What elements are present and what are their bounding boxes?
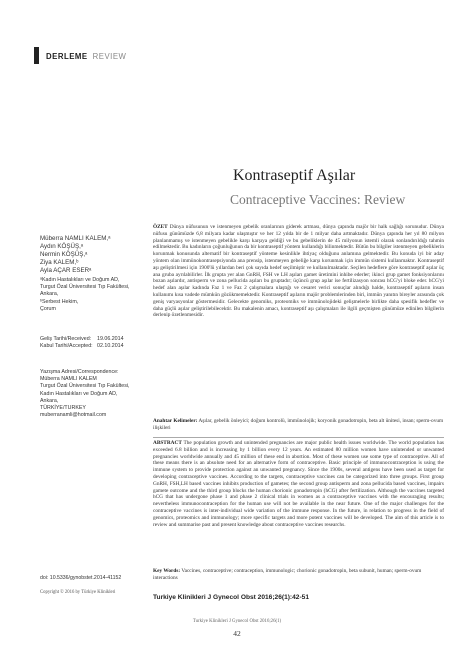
affiliation-line: ᵃKadın Hastalıkları ve Doğum AD,: [40, 277, 120, 283]
affiliations: [40, 277, 130, 313]
copyright: Copyright © 2016 by Türkiye Klinikleri: [40, 590, 116, 595]
accepted-date: Kabul Tarihi/Accepted: 02.10.2014: [40, 343, 124, 350]
affiliation-line: ᵇSerbest Hekim,: [40, 298, 79, 305]
affiliation-line: Çorum: [40, 305, 56, 312]
author: Ayla AÇAR ESERᵃ: [40, 267, 92, 275]
section-marker-bar: [34, 47, 39, 64]
title-english: Contraceptive Vaccines: Review: [230, 192, 406, 207]
affiliation-line: Turgut Özal Üniversitesi Tıp Fakültesi,: [40, 284, 130, 291]
correspondence-line: Müberra NAMLI KALEM: [40, 376, 97, 383]
correspondence-line: TÜRKİYE/TURKEY: [40, 405, 86, 412]
keywords-tr-text: Aşılar, gebelik önleyici; doğum kontrolü, immünolojik; koryonik gonadotropin, beta alt ünitesi, insan; sperm-ovum ilişkileri: [153, 418, 444, 431]
author: Aydın KÖŞÜŞ,ᵃ: [40, 243, 84, 251]
correspondence-email[interactable]: muberranamli@hotmail.com: [40, 412, 107, 419]
keywords-en-text: Vaccines, contraceptive; contraception, immunologic; chorionic gonadotropin, beta subunit, human; sperm-ovum interactions: [153, 568, 422, 581]
doi[interactable]: doi: 10.5336/gynobstet.2014-41152: [40, 575, 122, 581]
author: Ziya KALEM,ᵇ: [40, 259, 79, 267]
author: Müberra NAMLI KALEM,ᵃ: [40, 235, 111, 242]
citation: Turkiye Klinikleri J Gynecol Obst 2016;26(1):42-51: [153, 594, 309, 601]
ozet-label: ÖZET: [153, 224, 168, 230]
correspondence-line: Turgut Özal Üniversitesi Tıp Fakültesi,: [40, 383, 130, 390]
keywords-en-label: Key Words:: [153, 568, 181, 574]
correspondence-line: Kadın Hastalıkları ve Doğum AD,: [40, 390, 118, 397]
abstract-block: [153, 440, 444, 528]
correspondence: [40, 369, 130, 419]
keywords-en: [153, 568, 444, 582]
submission-dates: [40, 336, 124, 350]
divider: [153, 437, 444, 438]
abstract-text: The population growth and unintended pregnancies are major public health issues worldwide. The world population has exceeded 6.8 billion and is increasing by 1 billion every 12 years. An estimated 80 million women have unintended or unwanted pregnancies worldwide annually and 45 million of these end in abortion. Most of these women use some type of contraceptive. All of these means there is an absolute need for an alternative form of contraceptive. Basic principle of immunocontraception is using the immune system to provide protection against an unwanted pregnancy. Since the 1900s, several antigens have been used as target for developing contraceptive vaccines. According to the targets, contraceptive vaccines can be categorized into three groups. First group GnRH, FSH,LH based vaccines inhibits production of gametes; the second group antisperm and zona pellucida based vaccines, impairs gamete outcome and the third group blocks the human chorionic gonadotropin (hCG) after fertilization. Although the vaccines targeted hCG that has undergone phase 1 and phase 2 clinical trials in women as a contraceptive vaccines with the encouraging results; nevertheless immunocontraception for the human use will not be available in the near future. One of the major challenges for the contraceptive vaccines is inter-individual wide variation of the immune response. In the future, in relation to progress in the field of genomics, proteomics and immunology; more specific targets and more potent vaccines will be developed. The aim of this article is to review and summarise past and present knowledge about contraceptive vaccines researchs.: [153, 440, 444, 528]
abstract-label: ABSTRACT: [153, 440, 182, 446]
keywords-tr: [153, 418, 444, 432]
author-list: [40, 235, 110, 275]
page-number: 42: [233, 629, 241, 638]
title-turkish: Kontraseptif Aşılar: [233, 167, 356, 184]
keywords-tr-label: Anahtar Kelimeler:: [153, 418, 198, 424]
section-label: DERLEME: [46, 52, 88, 61]
section-sublabel: REVIEW: [92, 52, 127, 61]
correspondence-line: Ankara,: [40, 397, 59, 404]
affiliation-line: Ankara,: [40, 291, 59, 298]
correspondence-line: Yazışma Adresi/Correspondence:: [40, 369, 119, 375]
ozet-text: Dünya nüfusunun ve istenmeyen gebelik oranlarının giderek artması, dünya çapında majör bir halk sağlığı sorunudur. Dünya nüfusu günümüzde 6,8 milyara kadar ulaşmıştır ve her 12 yılda bir de 1 milyar daha artmaktadır. Dünya çapında her yıl 80 milyon planlanmamış ve istenmeyen gebelikle karşı karşıya geldiği ve bu gebeliklerin de 45 milyonun istemli olarak sonlandırıldığı tahmin edilmektedir. Bu kadınların çoğunluğunun da bir kontraseptif yöntem kullandığı bilinmektedir. Bütün bu bilgiler istenmeyen gebeliklerin korunmak konusunda alternatif bir kontraseptif yönteme kesinlikle ihtiyaç olduğunu anlamına gelmektedir. Bu konuda iyi bir aday yöntem olan immünokontrasepsiyonda ana prensip, istenmeyen gebeliğe karşı korunmak için immün sistemi kullanmaktır. Kontraseptif aşı geliştirilmesi için 1900'lü yıllardan beri çok sayıda hedef seçilmiştir ve kullanılmaktadır. Seçilen hedeflere göre kontraseptif aşılar üç ana gruba ayrılabilirler. İlk grupta yer alan GnRH, FSH ve LH aşıları gamet üretimini inhibe ederler; ikinci grup gamet fonksiyonlarını bozan aşılardır, antisperm ve zona pellucida aşıları bu gruptadır; üçüncü grup aşılar ise fertilizasyon sonrası hCG'yi bloke eder. hCG'yi hedef alan aşılar kadında Faz 1 ve Faz 2 çalışmalara ulaştığı ve cesaret verici sonuçlar alındığı halde, kontraseptif aşıların insan kullanımı kısa vadede mümkün gözükmemektedir. Kontraseptif aşıların majör problemlerinden biri, immün yanıtın bireyler arasında çok geniş varyasyonlar göstermesidir. Gelecekte genomiks, proteomiks ve immünolojideki gelişmelerle birlikte daha spesifik hedefler ve daha güçlü aşılar geliştirilebilecektir. Bu makalenin amacı, kontraseptif aşı çalışmaları ile ilgili geçmişten günümüze edinilen bilgilerin derlenip özetlenmesidir.: [153, 224, 444, 319]
section-tag: [46, 52, 126, 61]
author: Nermin KÖŞÜŞ,ᵃ: [40, 251, 88, 259]
page-footer: Turkiye Klinikleri J Gynecol Obst 2016;26(1): [192, 619, 282, 624]
ozet-block: [153, 224, 444, 319]
received-date: Geliş Tarihi/Received: 19.06.2014: [40, 336, 124, 342]
